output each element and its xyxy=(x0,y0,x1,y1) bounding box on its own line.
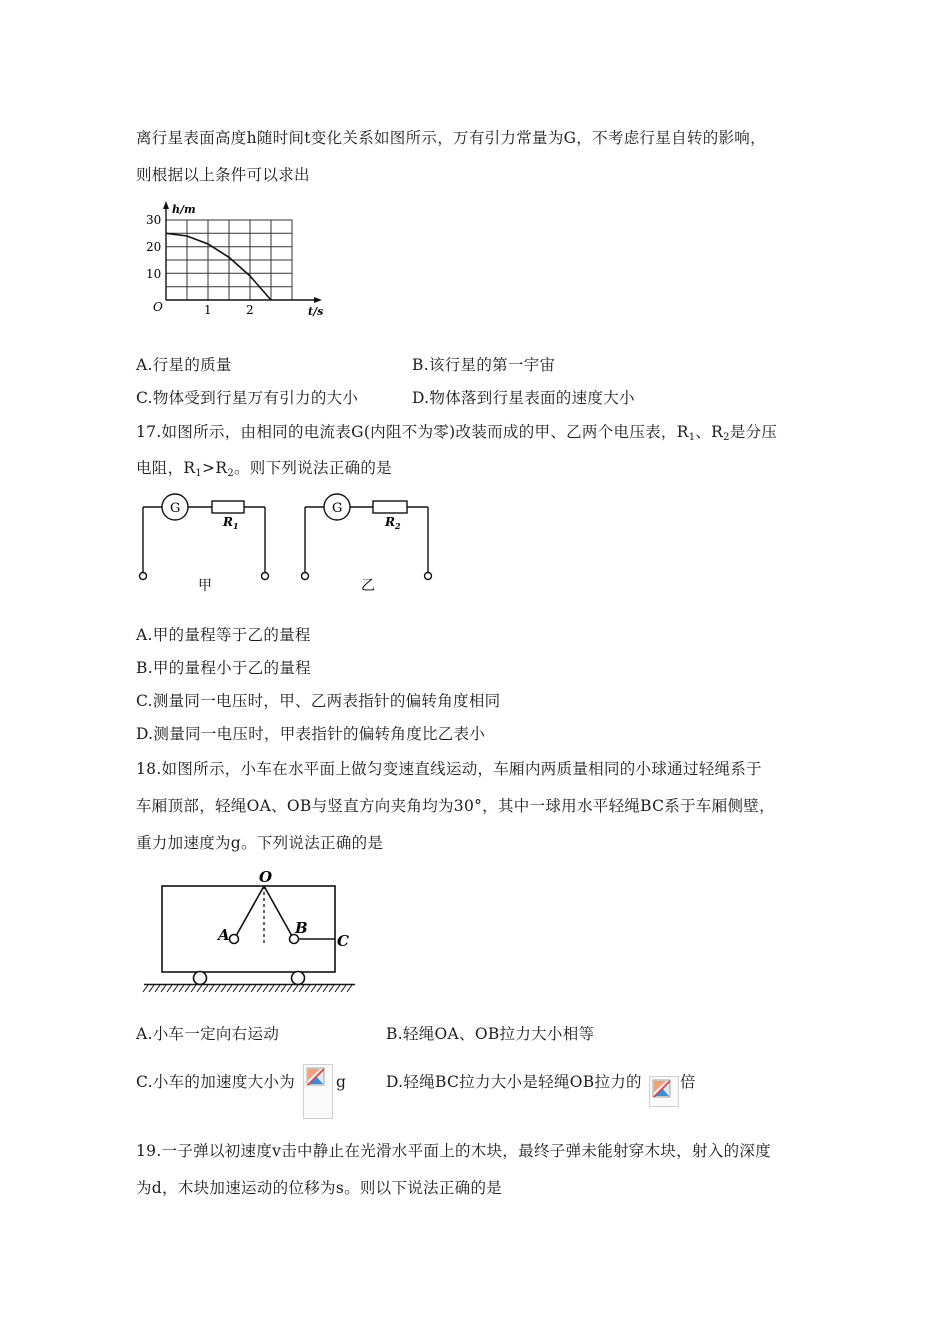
q18-option-c-suffix: g xyxy=(336,1073,347,1091)
q18-line-2: 车厢顶部，轻绳OA、OB与竖直方向夹角均为30°，其中一球用水平轻绳BC系于车厢侧壁， xyxy=(136,797,775,815)
ground-hatch xyxy=(215,985,220,992)
ground-hatch xyxy=(173,985,178,992)
y-tick-30: 30 xyxy=(146,213,162,227)
circuit-name: 甲 xyxy=(198,578,212,594)
wheel-right xyxy=(292,972,305,985)
ground-hatch xyxy=(299,985,304,992)
resistor-label: $R_2$ xyxy=(385,515,401,531)
cart-body xyxy=(162,886,335,972)
ground-hatch xyxy=(197,985,202,992)
ground-hatch xyxy=(275,985,280,992)
ground-hatch xyxy=(233,985,238,992)
string-ob xyxy=(264,886,292,936)
x-tick-2: 2 xyxy=(246,303,254,317)
ground-hatch xyxy=(323,985,328,992)
intro-line-1: 离行星表面高度h随时间t变化关系如图所示，万有引力常量为G，不考虑行星自转的影响， xyxy=(136,129,766,147)
resistor-label: $R_1$ xyxy=(223,515,239,531)
q16-option-d: D.物体落到行星表面的速度大小 xyxy=(412,389,635,407)
q16-option-a: A.行星的质量 xyxy=(136,356,232,374)
q17-option-b: B.甲的量程小于乙的量程 xyxy=(136,659,311,677)
ground-hatch xyxy=(239,985,244,992)
ground-hatch xyxy=(155,985,160,992)
ground-hatch xyxy=(191,985,196,992)
ground-hatch xyxy=(311,985,316,992)
circuit-jia xyxy=(135,490,280,600)
q17-option-d: D.测量同一电压时，甲表指针的偏转角度比乙表小 xyxy=(136,725,486,743)
ground-hatch xyxy=(179,985,184,992)
ground-hatch xyxy=(281,985,286,992)
q18-option-d-suffix: 倍 xyxy=(680,1073,696,1091)
ground-hatch xyxy=(287,985,292,992)
q19-line-2: 为d，木块加速运动的位移为s。则以下说法正确的是 xyxy=(136,1179,503,1197)
galvanometer-label: G xyxy=(170,501,181,516)
circuit-yi xyxy=(297,490,442,600)
y-axis-label: h/m xyxy=(172,203,196,216)
ground-hatch xyxy=(149,985,154,992)
resistor-r2 xyxy=(373,501,407,513)
ground-hatch xyxy=(209,985,214,992)
label-c: C xyxy=(337,932,349,950)
string-oa xyxy=(236,886,264,936)
q19-line-1: 19.一子弹以初速度v击中静止在光滑水平面上的木块，最终子弹未能射穿木块，射入的深度 xyxy=(136,1142,772,1160)
ground-hatch xyxy=(185,985,190,992)
q16-option-b: B.该行星的第一宇宙 xyxy=(412,356,556,374)
ball-a xyxy=(230,935,239,944)
ground-hatch xyxy=(167,985,172,992)
ground-hatch xyxy=(161,985,166,992)
q18-option-b: B.轻绳OA、OB拉力大小相等 xyxy=(386,1025,595,1043)
ground-hatch xyxy=(221,985,226,992)
q17-line-2: 电阻，$R_1>R_2$。则下列说法正确的是 xyxy=(136,459,392,479)
resistor-r1 xyxy=(212,501,244,513)
ground-hatch xyxy=(329,985,334,992)
q18-option-a: A.小车一定向右运动 xyxy=(136,1025,280,1043)
ground-hatch xyxy=(257,985,262,992)
x-tick-1: 1 xyxy=(204,303,212,317)
broken-image-icon xyxy=(649,1076,679,1107)
q18-line-1: 18.如图所示，小车在水平面上做匀变速直线运动，车厢内两质量相同的小球通过轻绳系于 xyxy=(136,760,762,778)
q16-option-c: C.物体受到行星万有引力的大小 xyxy=(136,389,359,407)
ground-hatch xyxy=(317,985,322,992)
ground-hatch xyxy=(263,985,268,992)
q17-line-1: 17.如图所示，由相同的电流表G(内阻不为零)改装而成的甲、乙两个电压表，$R_1$、$R_2$是分压 xyxy=(136,423,778,443)
q17-option-a: A.甲的量程等于乙的量程 xyxy=(136,626,311,644)
ground-hatch xyxy=(245,985,250,992)
ground-hatch xyxy=(341,985,346,992)
broken-image-icon xyxy=(303,1064,333,1119)
q18-option-c: C.小车的加速度大小为 xyxy=(136,1073,296,1091)
wheel-left xyxy=(194,972,207,985)
h-t-graph xyxy=(140,198,340,323)
origin-label: O xyxy=(153,300,163,314)
y-tick-10: 10 xyxy=(146,267,162,281)
circuit-name: 乙 xyxy=(361,578,375,594)
q18-line-3: 重力加速度为g。下列说法正确的是 xyxy=(136,834,384,852)
ground-hatch xyxy=(227,985,232,992)
galvanometer-label: G xyxy=(332,501,343,516)
q18-option-d: D.轻绳BC拉力大小是轻绳OB拉力的 xyxy=(386,1073,642,1091)
ground-hatch xyxy=(293,985,298,992)
intro-line-2: 则根据以上条件可以求出 xyxy=(136,166,310,184)
ground-hatch xyxy=(251,985,256,992)
ground-hatch xyxy=(143,985,148,992)
label-o: O xyxy=(259,868,273,886)
ground-hatch xyxy=(347,985,352,992)
label-a: A xyxy=(218,926,230,944)
ground-hatch xyxy=(203,985,208,992)
x-axis-label: t/s xyxy=(308,305,324,318)
y-tick-20: 20 xyxy=(146,240,162,254)
ground-hatch xyxy=(269,985,274,992)
q17-option-c: C.测量同一电压时，甲、乙两表指针的偏转角度相同 xyxy=(136,692,501,710)
cart-figure xyxy=(140,865,365,995)
height-curve xyxy=(166,233,271,300)
label-b: B xyxy=(295,919,308,937)
ground-hatch xyxy=(305,985,310,992)
ground-hatch xyxy=(335,985,340,992)
